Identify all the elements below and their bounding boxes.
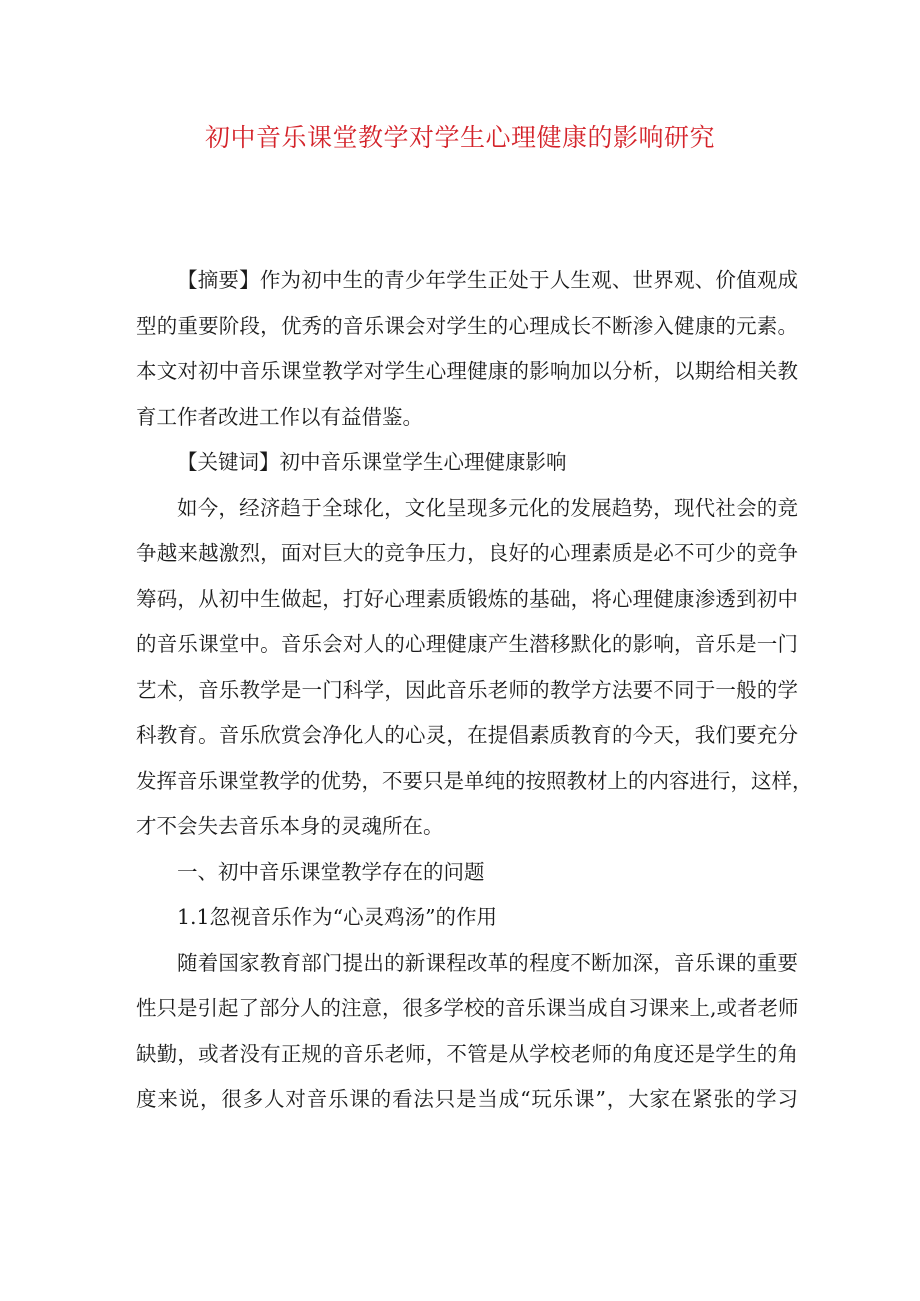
section-1-1-line: 随着国家教育部门提出的新课程改革的程度不断加深，音乐课的重要 <box>177 950 798 975</box>
keywords-line: 【关键词】初中音乐课堂学生心理健康影响 <box>177 450 567 474</box>
intro-line: 筹码，从初中生做起，打好心理素质锻炼的基础，将心理健康渗透到初中 <box>136 586 798 611</box>
section-1-1-line: 缺勤，或者没有正规的音乐老师，不管是从学校老师的角度还是学生的角 <box>136 1041 798 1066</box>
section-1-1-paragraph <box>136 941 798 1123</box>
subsection-heading <box>136 895 798 941</box>
document-body <box>136 258 813 1123</box>
abstract-line: 【摘要】作为初中生的青少年学生正处于人生观、世界观、价值观成 <box>177 268 798 292</box>
section-1-1-heading: 1.1忽视音乐作为“心灵鸡汤”的作用 <box>177 905 498 929</box>
intro-line: 才不会失去音乐本身的灵魂所在。 <box>136 814 444 838</box>
intro-line: 发挥音乐课堂教学的优势，不要只是单纯的按照教材上的内容进行，这样， <box>136 768 813 793</box>
intro-line: 的音乐课堂中。音乐会对人的心理健康产生潜移默化的影响，音乐是一门 <box>136 632 798 656</box>
abstract-line: 本文对初中音乐课堂教学对学生心理健康的影响加以分析，以期给相关教 <box>136 359 798 383</box>
intro-line: 艺术，音乐教学是一门科学，因此音乐老师的教学方法要不同于一般的学 <box>136 677 798 702</box>
intro-line: 科教育。音乐欣赏会净化人的心灵，在提倡素质教育的今天，我们要充分 <box>136 723 798 747</box>
abstract-line: 型的重要阶段，优秀的音乐课会对学生的心理成长不断渗入健康的元素。 <box>136 313 798 338</box>
section-1-1-line: 度来说，很多人对音乐课的看法只是当成“玩乐课”，大家在紧张的学习 <box>136 1087 798 1111</box>
abstract-line: 育工作者改进工作以有益借鉴。 <box>136 404 423 429</box>
section-1-1-line: 性只是引起了部分人的注意，很多学校的音乐课当成自习课来上,或者老师 <box>136 996 799 1020</box>
abstract-paragraph <box>136 258 798 440</box>
intro-line: 如今，经济趋于全球化，文化呈现多元化的发展趋势，现代社会的竞 <box>177 495 798 520</box>
document-title: 初中音乐课堂教学对学生心理健康的影响研究 <box>204 123 715 152</box>
section-1-heading: 一、初中音乐课堂教学存在的问题 <box>177 859 485 884</box>
intro-line: 争越来越激烈，面对巨大的竞争压力，良好的心理素质是必不可少的竞争 <box>136 541 798 565</box>
keywords-paragraph <box>136 440 798 486</box>
section-heading <box>136 850 798 896</box>
intro-paragraph <box>136 486 813 850</box>
